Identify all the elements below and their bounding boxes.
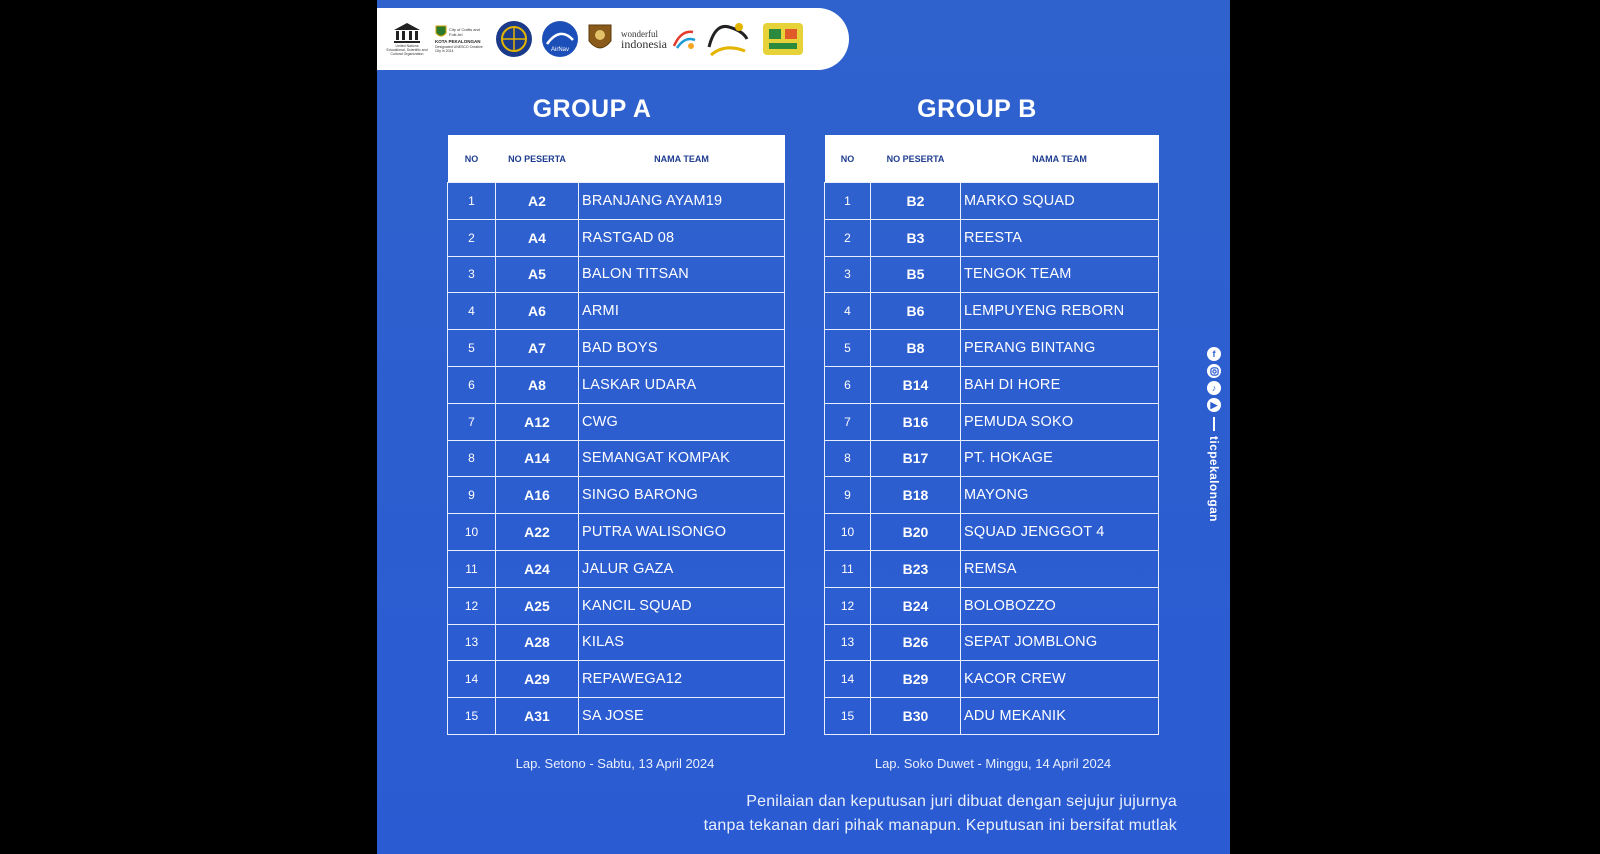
- team-name: JALUR GAZA: [579, 550, 785, 587]
- table-row: [825, 440, 1159, 477]
- indonesia-label: indonesia: [621, 36, 667, 51]
- table-row: [825, 219, 1159, 256]
- row-number: 4: [448, 293, 496, 330]
- table-row: [448, 587, 785, 624]
- team-name: MARKO SQUAD: [961, 183, 1159, 220]
- row-number: 7: [825, 403, 871, 440]
- row-number: 8: [448, 440, 496, 477]
- participant-number: A31: [496, 698, 579, 735]
- participant-number: A24: [496, 550, 579, 587]
- table-row: [448, 330, 785, 367]
- team-name: PUTRA WALISONGO: [579, 514, 785, 551]
- team-name: ARMI: [579, 293, 785, 330]
- social-media-strip: [1205, 347, 1223, 522]
- table-row: [448, 256, 785, 293]
- table-row: [448, 403, 785, 440]
- group-a-venue-caption: Lap. Setono - Sabtu, 13 April 2024: [515, 756, 715, 771]
- participant-number: B3: [871, 219, 961, 256]
- table-header-row: [448, 135, 785, 183]
- team-name: BAD BOYS: [579, 330, 785, 367]
- team-name: ADU MEKANIK: [961, 698, 1159, 735]
- participant-number: A7: [496, 330, 579, 367]
- team-name: PT. HOKAGE: [961, 440, 1159, 477]
- row-number: 15: [825, 698, 871, 735]
- table-header-row: [825, 135, 1159, 183]
- participant-number: A25: [496, 587, 579, 624]
- table-row: [825, 587, 1159, 624]
- row-number: 3: [448, 256, 496, 293]
- participant-number: A12: [496, 403, 579, 440]
- table-row: [825, 698, 1159, 735]
- table-row: [448, 477, 785, 514]
- table-row: [825, 514, 1159, 551]
- team-name: BAH DI HORE: [961, 366, 1159, 403]
- participant-number: B23: [871, 550, 961, 587]
- table-row: [448, 440, 785, 477]
- row-number: 10: [448, 514, 496, 551]
- city-caption: City of Crafts and Folk Art: [449, 27, 480, 37]
- participant-number: B14: [871, 366, 961, 403]
- team-name: TENGOK TEAM: [961, 256, 1159, 293]
- festival-logo: [705, 17, 751, 61]
- participant-number: A22: [496, 514, 579, 551]
- youtube-icon[interactable]: ▶: [1207, 398, 1221, 412]
- row-number: 6: [448, 366, 496, 403]
- row-number: 5: [448, 330, 496, 367]
- table-row: [448, 366, 785, 403]
- column-header-no: NO: [825, 135, 871, 183]
- team-name: REMSA: [961, 550, 1159, 587]
- group-a-title: GROUP A: [532, 95, 652, 123]
- wonderful-label: wonderful: [621, 28, 658, 39]
- column-header-no-peserta: NO PESERTA: [871, 135, 961, 183]
- team-name: LASKAR UDARA: [579, 366, 785, 403]
- row-number: 9: [448, 477, 496, 514]
- disclaimer-line-2: tanpa tekanan dari pihak manapun. Keputusan ini bersifat mutlak: [703, 817, 1177, 834]
- team-name: MAYONG: [961, 477, 1159, 514]
- unesco-logo: [387, 17, 427, 61]
- column-header-nama-team: NAMA TEAM: [579, 135, 785, 183]
- row-number: 2: [448, 219, 496, 256]
- table-row: [825, 403, 1159, 440]
- table-row: [448, 698, 785, 735]
- team-name: RASTGAD 08: [579, 219, 785, 256]
- row-number: 14: [825, 661, 871, 698]
- participant-number: B24: [871, 587, 961, 624]
- participant-number: B8: [871, 330, 961, 367]
- participant-number: B2: [871, 183, 961, 220]
- participant-number: B26: [871, 624, 961, 661]
- participant-number: B6: [871, 293, 961, 330]
- table-row: [825, 366, 1159, 403]
- team-name: PERANG BINTANG: [961, 330, 1159, 367]
- kota-label: KOTA PEKALONGAN: [435, 39, 481, 44]
- team-name: BRANJANG AYAM19: [579, 183, 785, 220]
- participant-number: A5: [496, 256, 579, 293]
- facebook-icon[interactable]: f: [1207, 347, 1221, 361]
- column-header-nama-team: NAMA TEAM: [961, 135, 1159, 183]
- participant-number: B5: [871, 256, 961, 293]
- row-number: 10: [825, 514, 871, 551]
- tiktok-icon[interactable]: ♪: [1207, 381, 1221, 395]
- row-number: 11: [448, 550, 496, 587]
- event-badge-logo: [759, 17, 807, 61]
- table-row: [825, 330, 1159, 367]
- group-a-table: [447, 135, 785, 735]
- participant-number: A2: [496, 183, 579, 220]
- table-row: [825, 183, 1159, 220]
- regional-crest-logo: [587, 17, 613, 61]
- row-number: 1: [448, 183, 496, 220]
- participant-number: A29: [496, 661, 579, 698]
- team-name: CWG: [579, 403, 785, 440]
- team-name: KILAS: [579, 624, 785, 661]
- row-number: 2: [825, 219, 871, 256]
- row-number: 13: [448, 624, 496, 661]
- poster: [377, 0, 1230, 854]
- participant-number: A6: [496, 293, 579, 330]
- table-row: [825, 624, 1159, 661]
- participant-number: B16: [871, 403, 961, 440]
- participant-number: A8: [496, 366, 579, 403]
- row-number: 12: [448, 587, 496, 624]
- team-name: SA JOSE: [579, 698, 785, 735]
- table-row: [448, 661, 785, 698]
- group-b-table: [824, 135, 1159, 735]
- table-row: [448, 293, 785, 330]
- creative-city-logo: [435, 17, 487, 61]
- row-number: 6: [825, 366, 871, 403]
- row-number: 8: [825, 440, 871, 477]
- participant-number: B18: [871, 477, 961, 514]
- participant-number: A16: [496, 477, 579, 514]
- row-number: 3: [825, 256, 871, 293]
- kota-sublabel: Designated UNESCO Creative City in 2014: [435, 45, 483, 53]
- team-name: REPAWEGA12: [579, 661, 785, 698]
- table-row: [448, 183, 785, 220]
- wonderful-indonesia-logo: [621, 17, 697, 61]
- row-number: 1: [825, 183, 871, 220]
- table-row: [825, 661, 1159, 698]
- table-row: [825, 256, 1159, 293]
- team-name: BALON TITSAN: [579, 256, 785, 293]
- row-number: 4: [825, 293, 871, 330]
- row-number: 12: [825, 587, 871, 624]
- team-name: SINGO BARONG: [579, 477, 785, 514]
- sponsor-logo-bar: [377, 8, 849, 70]
- team-name: LEMPUYENG REBORN: [961, 293, 1159, 330]
- participant-number: A14: [496, 440, 579, 477]
- table-row: [825, 477, 1159, 514]
- row-number: 11: [825, 550, 871, 587]
- team-name: KACOR CREW: [961, 661, 1159, 698]
- row-number: 15: [448, 698, 496, 735]
- row-number: 14: [448, 661, 496, 698]
- team-name: SEPAT JOMBLONG: [961, 624, 1159, 661]
- team-name: BOLOBOZZO: [961, 587, 1159, 624]
- jury-disclaimer: [577, 790, 1177, 838]
- column-header-no-peserta: NO PESERTA: [496, 135, 579, 183]
- airnav-logo: [541, 17, 579, 61]
- team-name: KANCIL SQUAD: [579, 587, 785, 624]
- team-name: SQUAD JENGGOT 4: [961, 514, 1159, 551]
- participant-number: B29: [871, 661, 961, 698]
- participant-number: B20: [871, 514, 961, 551]
- participant-number: A28: [496, 624, 579, 661]
- table-row: [448, 219, 785, 256]
- divider: [1213, 417, 1215, 431]
- unesco-caption: United Nations Educational, Scientific and Cultural Organization: [386, 44, 428, 56]
- group-b-venue-caption: Lap. Soko Duwet - Minggu, 14 April 2024: [874, 756, 1112, 771]
- participant-number: A4: [496, 219, 579, 256]
- table-row: [825, 550, 1159, 587]
- table-row: [825, 293, 1159, 330]
- table-row: [448, 514, 785, 551]
- participant-number: B30: [871, 698, 961, 735]
- team-name: PEMUDA SOKO: [961, 403, 1159, 440]
- svg-text:AirNav: AirNav: [550, 47, 570, 53]
- disclaimer-line-1: Penilaian dan keputusan juri dibuat dengan sejujur jujurnya: [746, 793, 1177, 810]
- participant-number: B17: [871, 440, 961, 477]
- group-b-title: GROUP B: [917, 95, 1037, 123]
- social-handle[interactable]: ticpekalongan: [1207, 436, 1221, 522]
- instagram-icon[interactable]: [1207, 364, 1221, 378]
- table-row: [448, 550, 785, 587]
- column-header-no: NO: [448, 135, 496, 183]
- table-row: [448, 624, 785, 661]
- ministry-emblem-logo: [495, 17, 533, 61]
- row-number: 5: [825, 330, 871, 367]
- team-name: SEMANGAT KOMPAK: [579, 440, 785, 477]
- row-number: 9: [825, 477, 871, 514]
- row-number: 13: [825, 624, 871, 661]
- row-number: 7: [448, 403, 496, 440]
- team-name: REESTA: [961, 219, 1159, 256]
